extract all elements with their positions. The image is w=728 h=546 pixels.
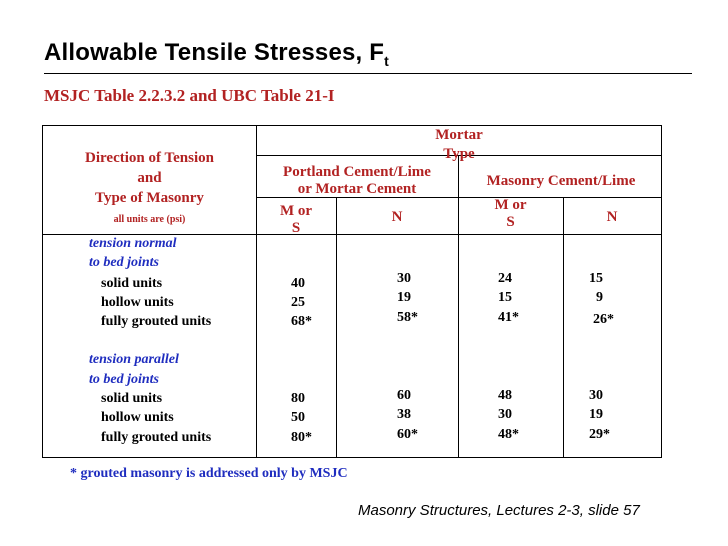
cell-mc-n: 9 bbox=[596, 290, 603, 305]
section-heading-line: tension normal bbox=[89, 236, 177, 251]
header-portland-line1: Portland Cement/Lime bbox=[283, 164, 431, 180]
cell-mc-ms: 15 bbox=[498, 290, 512, 305]
title-underline bbox=[44, 73, 692, 74]
slide-title bbox=[44, 39, 389, 69]
row-label: solid units bbox=[101, 391, 163, 406]
header-pc-n: N bbox=[391, 209, 403, 225]
header-direction-line2: and bbox=[137, 170, 162, 186]
row-label: fully grouted units bbox=[101, 314, 212, 329]
header-mc-m-or-s-line1: M or bbox=[494, 197, 527, 213]
slide-title-text: Allowable Tensile Stresses, F bbox=[44, 39, 385, 66]
header-portland-line2: or Mortar Cement bbox=[297, 181, 417, 197]
header-pc-m-or-s-line2: S bbox=[291, 220, 301, 236]
section-heading-line: to bed joints bbox=[89, 372, 160, 387]
table-reference: MSJC Table 2.2.3.2 and UBC Table 21-I bbox=[44, 86, 335, 105]
units-note: all units are (psi) bbox=[113, 214, 186, 225]
cell-pc-n: 19 bbox=[397, 290, 411, 305]
cell-mc-n: 26* bbox=[593, 312, 614, 327]
cell-pc-n: 60* bbox=[397, 427, 418, 442]
cell-pc-n: 38 bbox=[397, 407, 411, 422]
cell-pc-n: 30 bbox=[397, 271, 411, 286]
rule-below-header bbox=[43, 234, 661, 235]
header-direction-line3: Type of Masonry bbox=[95, 190, 204, 206]
header-mc-m-or-s bbox=[458, 197, 563, 231]
cell-mc-ms: 30 bbox=[498, 407, 512, 422]
header-masonry-cement: Masonry Cement/Lime bbox=[486, 173, 636, 189]
footnote: * grouted masonry is addressed only by MSJC bbox=[70, 466, 348, 481]
header-direction-line1: Direction of Tension bbox=[85, 150, 214, 166]
section-heading-line: to bed joints bbox=[89, 255, 160, 270]
cell-mc-n: 15 bbox=[589, 271, 603, 286]
cell-mc-ms: 48* bbox=[498, 427, 519, 442]
cell-pc-ms: 68* bbox=[291, 314, 312, 329]
row-label: hollow units bbox=[101, 410, 174, 425]
cell-mc-ms: 24 bbox=[498, 271, 512, 286]
divider-masonry-subcols bbox=[563, 197, 564, 457]
header-mortar-type-line1: Mortar bbox=[435, 127, 483, 143]
header-pc-m-or-s bbox=[256, 203, 336, 237]
cell-pc-ms: 50 bbox=[291, 410, 305, 425]
header-pc-m-or-s-line1: M or bbox=[279, 203, 313, 219]
tensile-stress-table bbox=[42, 125, 662, 458]
cell-pc-ms: 80 bbox=[291, 391, 305, 406]
cell-pc-ms: 80* bbox=[291, 430, 312, 445]
cell-pc-ms: 25 bbox=[291, 295, 305, 310]
cell-mc-n: 19 bbox=[589, 407, 603, 422]
cell-mc-n: 29* bbox=[589, 427, 610, 442]
row-label: fully grouted units bbox=[101, 430, 212, 445]
header-mortar-type-line2: Type bbox=[443, 146, 475, 162]
header-mortar-type bbox=[403, 126, 515, 164]
header-direction bbox=[43, 148, 256, 208]
slide-title-subscript: t bbox=[384, 53, 390, 69]
slide-footer: Masonry Structures, Lectures 2-3, slide 57 bbox=[358, 502, 640, 519]
row-label: solid units bbox=[101, 276, 163, 291]
header-mc-m-or-s-line2: S bbox=[506, 214, 515, 230]
section-heading-line: tension parallel bbox=[89, 352, 179, 367]
header-mc-n: N bbox=[606, 209, 618, 225]
divider-portland-subcols bbox=[336, 197, 337, 457]
cell-pc-n: 60 bbox=[397, 388, 411, 403]
cell-mc-n: 30 bbox=[589, 388, 603, 403]
cell-mc-ms: 41* bbox=[498, 310, 519, 325]
header-portland-cement bbox=[256, 164, 458, 198]
cell-pc-n: 58* bbox=[397, 310, 418, 325]
cell-mc-ms: 48 bbox=[498, 388, 512, 403]
cell-pc-ms: 40 bbox=[291, 276, 305, 291]
row-label: hollow units bbox=[101, 295, 174, 310]
